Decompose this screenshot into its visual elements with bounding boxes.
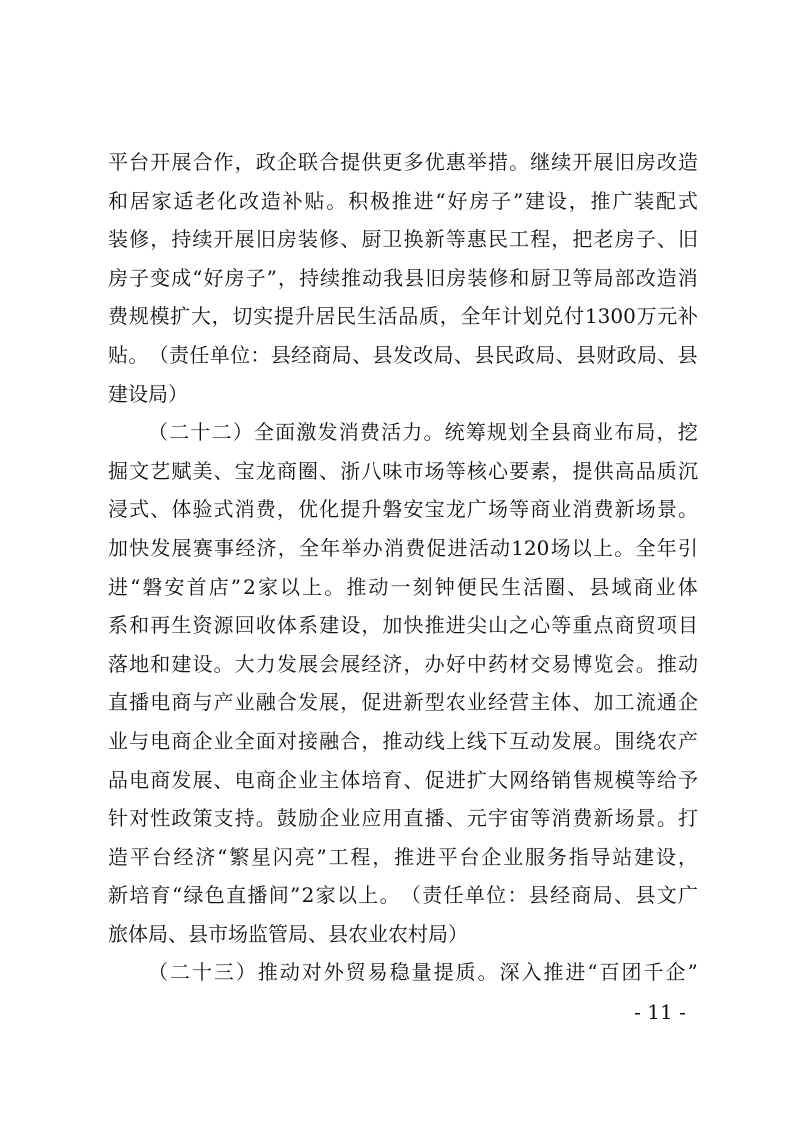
- text-line: 针 对 性 政 策 支 持 。 鼓 励 企 业 应 用 直 播 、 元 宇 宙 等 消 费 新 场 景 。 打: [108, 806, 698, 831]
- text-line: 费 规 模 扩 大 ， 切 实 提 升 居 民 生 活 品 质 ， 全 年 计 划 兑 付 1300 万 元 补: [108, 304, 698, 329]
- text-line: 旅体局、县市场监管局、县农业农村局）: [108, 921, 468, 946]
- text-line: 业 与 电 商 企 业 全 面 对 接 融 合 ， 推 动 线 上 线 下 互 动 发 展 。 围 绕 农 产: [108, 728, 698, 753]
- text-line: 平 台 开 展 合 作 ， 政 企 联 合 提 供 更 多 优 惠 举 措 。 继 续 开 展 旧 房 改 造: [108, 150, 698, 174]
- text-line: 房 子 变 成 “ 好 房 子 ” ， 持 续 推 动 我 县 旧 房 装 修 和 厨 卫 等 局 部 改 造 消: [108, 265, 698, 290]
- text-line: 造 平 台 经 济 “ 繁 星 闪 亮 ” 工 程 ， 推 进 平 台 企 业 服 务 指 导 站 建 设 ，: [108, 844, 698, 869]
- document-body: [108, 143, 698, 992]
- text-line: （ 二 十 二 ） 全 面 激 发 消 费 活 力 。 统 筹 规 划 全 县 商 业 布 局 ， 挖: [148, 420, 698, 445]
- text-line: 掘 文 艺 赋 美 、 宝 龙 商 圈 、 浙 八 味 市 场 等 核 心 要 素 ， 提 供 高 品 质 沉: [108, 458, 698, 483]
- text-line: 直 播 电 商 与 产 业 融 合 发 展 ， 促 进 新 型 农 业 经 营 主 体 、 加 工 流 通 企: [108, 690, 698, 715]
- text-line: 建设局）: [108, 381, 188, 406]
- text-line: 浸 式 、 体 验 式 消 费 ， 优 化 提 升 磐 安 宝 龙 广 场 等 商 业 消 费 新 场 景 。: [108, 497, 698, 522]
- text-line: 品 电 商 发 展 、 电 商 企 业 主 体 培 育 、 促 进 扩 大 网 络 销 售 规 模 等 给 予: [108, 767, 698, 792]
- page-number: - 11 -: [634, 1000, 686, 1024]
- text-line: 装 修 ， 持 续 开 展 旧 房 装 修 、 厨 卫 换 新 等 惠 民 工 程 ， 把 老 房 子 、 旧: [108, 227, 698, 252]
- text-line: 加 快 发 展 赛 事 经 济 ， 全 年 举 办 消 费 促 进 活 动 120 场 以 上 。 全 年 引: [108, 535, 698, 560]
- text-line: 和 居 家 适 老 化 改 造 补 贴 。 积 极 推 进 “ 好 房 子 ” 建 设 ， 推 广 装 配 式: [108, 188, 698, 213]
- text-line: 系 和 再 生 资 源 回 收 体 系 建 设 ， 加 快 推 进 尖 山 之 心 等 重 点 商 贸 项 目: [108, 613, 698, 638]
- text-line: 落 地 和 建 设 。 大 力 发 展 会 展 经 济 ， 办 好 中 药 材 交 易 博 览 会 。 推 动: [108, 651, 698, 676]
- text-line: （ 二 十 三 ） 推 动 对 外 贸 易 稳 量 提 质 。 深 入 推 进 “ 百 团 千 企 ”: [148, 960, 698, 985]
- text-line: 新 培 育 “ 绿 色 直 播 间 ” 2 家 以 上 。 （ 责 任 单 位 ： 县 经 商 局 、 县 文 广: [108, 883, 698, 908]
- text-line: 贴 。 （ 责 任 单 位 ： 县 经 商 局 、 县 发 改 局 、 县 民 政 局 、 县 财 政 局 、 县: [108, 342, 698, 367]
- text-line: 进 “ 磐 安 首 店 ” 2 家 以 上 。 推 动 一 刻 钟 便 民 生 活 圈 、 县 域 商 业 体: [108, 574, 698, 599]
